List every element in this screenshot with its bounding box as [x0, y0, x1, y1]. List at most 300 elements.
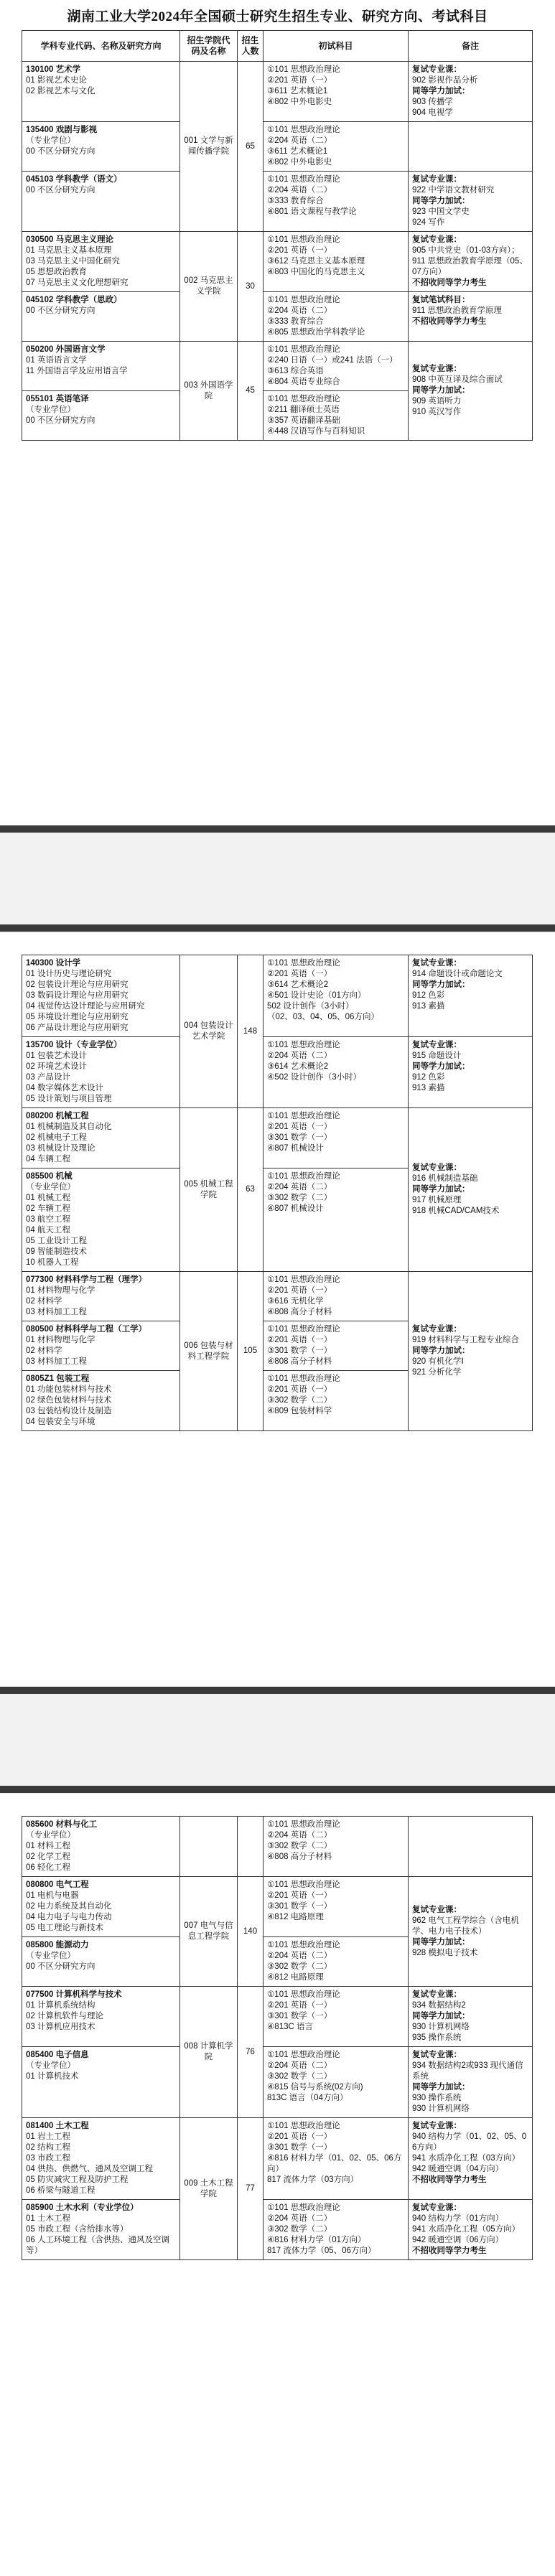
subjects-line: ②204 英语（二） [267, 136, 332, 145]
major-cell [22, 2118, 180, 2200]
enrollment-count-cell: 63 [238, 1108, 263, 1272]
notes-line: 916 机械制造基础 [412, 1174, 478, 1183]
notes-line: 同等学力加试： [412, 2012, 470, 2020]
major-line: 01 英语语言文学 [26, 356, 87, 365]
notes-line: 940 结构力学（01、02、05、06方向） [412, 2132, 527, 2152]
header-school: 招生学院代码及名称 [180, 31, 238, 62]
notes-line: 同等学力加试： [412, 1346, 470, 1355]
major-line: 045103 学科教学（语文） [26, 175, 122, 184]
notes-line: 复试专业课： [412, 2203, 462, 2212]
subjects-cell [263, 1168, 409, 1272]
major-line: 03 马克思主义中国化研究 [26, 257, 120, 266]
table-row [22, 1037, 533, 1108]
subjects-line: ③611 艺术概论1 [267, 87, 328, 95]
notes-line: 910 英汉写作 [412, 408, 462, 416]
subjects-line: ①101 思想政治理论 [267, 1990, 340, 1999]
notes-line: 不招收同等学力考生 [412, 2175, 487, 2184]
subjects-cell [263, 342, 409, 391]
table-row [22, 1108, 533, 1168]
major-line: 050200 外国语言文学 [26, 345, 106, 354]
notes-line: 922 中学语文教材研究 [412, 186, 495, 195]
header-count: 招生人数 [238, 31, 263, 62]
major-line: 00 不区分研究方向 [26, 147, 95, 156]
notes-line: 923 中国文学史 [412, 207, 470, 216]
subjects-line: ①101 思想政治理论 [267, 1275, 340, 1284]
table-row [22, 2200, 533, 2260]
notes-line: 914 命题设计或命题论文 [412, 970, 503, 978]
notes-line: 928 模拟电子技术 [412, 1948, 478, 1957]
subjects-line: ④802 中外电影史 [267, 98, 332, 106]
subjects-line: ①101 思想政治理论 [267, 1041, 340, 1049]
major-line: 03 包装结构设计及制造 [26, 1407, 112, 1415]
notes-line: 917 机械原理 [412, 1196, 462, 1204]
major-line: 02 化学工程 [26, 1853, 70, 1861]
notes-line: 912 色彩 [412, 1073, 445, 1082]
subjects-line: ②204 英语（二） [267, 1052, 332, 1060]
school-cell: 005 机械工程学院 [180, 1108, 238, 1272]
subjects-cell [263, 1321, 409, 1371]
subjects-cell [263, 1272, 409, 1321]
notes-line: 复试专业课： [412, 1041, 462, 1049]
notes-line: 911 思想政治教育学原理（05、07方向） [412, 257, 528, 276]
notes-cell [409, 292, 533, 342]
major-line: 135400 戏剧与影视 [26, 126, 98, 134]
major-line: 01 包装艺术设计 [26, 1052, 87, 1060]
major-line: 05 防灾减灾工程及防护工程 [26, 2175, 129, 2184]
subjects-line: ④813C 语言 [267, 2023, 313, 2031]
notes-line: 935 操作系统 [412, 2033, 462, 2042]
subjects-cell [263, 1817, 409, 1877]
header-major: 学科专业代码、名称及研究方向 [22, 31, 180, 62]
subjects-line: ①101 思想政治理论 [267, 1881, 340, 1889]
school-cell: 001 文学与新闻传播学院 [180, 62, 238, 232]
subjects-line: 813C 语言（04方向） [267, 2094, 348, 2102]
major-line: 04 航天工程 [26, 1226, 70, 1235]
notes-line: 复试专业课： [412, 1905, 462, 1914]
notes-cell [409, 2200, 533, 2260]
subjects-line: ①101 思想政治理论 [267, 1172, 340, 1181]
major-line: 00 不区分研究方向 [26, 186, 95, 195]
major-line: 02 电力系统及其自动化 [26, 1902, 112, 1911]
major-cell [22, 1037, 180, 1108]
major-cell [22, 1108, 180, 1168]
notes-line: 915 命题设计 [412, 1052, 462, 1060]
notes-line: 复试专业课： [412, 1163, 462, 1172]
subjects-line: ①101 思想政治理论 [267, 235, 340, 244]
school-cell: 007 电气与信息工程学院 [180, 1877, 238, 1987]
notes-line: 942 暖通空调（04方向） [412, 2165, 504, 2173]
major-line: 03 产品设计 [26, 1073, 70, 1082]
school-cell: 009 土木工程学院 [180, 2118, 238, 2260]
subjects-cell [263, 1987, 409, 2047]
major-line: 02 结构工程 [26, 2143, 70, 2152]
subjects-line: ②201 英语（一） [267, 1286, 332, 1295]
subjects-line: ①101 思想政治理论 [267, 1325, 340, 1334]
notes-cell [409, 1877, 533, 1987]
notes-line: 复试专业课： [412, 1325, 462, 1334]
major-cell [22, 1937, 180, 1987]
notes-line: 904 电视学 [412, 108, 453, 117]
major-line: 030500 马克思主义理论 [26, 235, 114, 244]
major-line: 085500 机械 [26, 1172, 73, 1181]
page3-table [22, 1816, 533, 2260]
enrollment-count-cell [238, 1817, 263, 1877]
subjects-line: ③301 数学（一） [267, 2143, 332, 2152]
major-cell [22, 172, 180, 232]
subjects-line: ②201 英语（一） [267, 76, 332, 85]
notes-line: 903 传播学 [412, 98, 453, 106]
major-line: 03 机械设计及理论 [26, 1144, 95, 1153]
subjects-line: ④808 高分子材料 [267, 1308, 332, 1316]
major-line: 09 智能制造技术 [26, 1247, 87, 1256]
major-line: 03 航空工程 [26, 1215, 70, 1224]
major-line: 04 包装安全与环境 [26, 1418, 95, 1426]
major-line: 135700 设计（专业学位） [26, 1041, 122, 1049]
subjects-line: ④803 中国化的马克思主义 [267, 268, 365, 276]
major-line: 085900 土木水利（专业学位） [26, 2203, 139, 2212]
subjects-cell [263, 2047, 409, 2118]
major-line: 077300 材料科学与工程（理学） [26, 1275, 147, 1284]
subjects-line: ④812 电路原理 [267, 1973, 324, 1982]
table-row [22, 2047, 533, 2118]
subjects-cell [263, 1877, 409, 1937]
subjects-line: ④816 材料力学（01、02、05、06方向） [267, 2154, 402, 2173]
subjects-line: ②201 英语（一） [267, 1123, 332, 1131]
notes-line: 902 影视作品分析 [412, 76, 478, 85]
notes-line: 复试专业课： [412, 2122, 462, 2130]
table-row [22, 122, 533, 172]
major-line: 01 材料工程 [26, 1842, 70, 1850]
notes-line: 934 数据结构2或933 现代通信系统 [412, 2061, 523, 2081]
major-line: 04 供热、供燃气、通风及空调工程 [26, 2165, 153, 2173]
notes-cell [409, 1037, 533, 1108]
subjects-line: ②204 英语（二） [267, 1952, 332, 1960]
major-cell [22, 1321, 180, 1371]
notes-line: 同等学力加试： [412, 2083, 470, 2092]
subjects-cell [263, 1037, 409, 1108]
major-cell [22, 2047, 180, 2118]
table-row [22, 1987, 533, 2047]
major-line: 01 影视艺术史论 [26, 76, 87, 85]
subjects-line: ③614 艺术概论2 [267, 980, 329, 989]
subjects-line: ①101 思想政治理论 [267, 296, 340, 304]
major-cell [22, 955, 180, 1037]
table-row [22, 172, 533, 232]
subjects-line: ②201 英语（一） [267, 2001, 332, 2010]
major-cell [22, 62, 180, 122]
major-line: 080800 电气工程 [26, 1881, 89, 1889]
major-line: 05 设计策划与项目管理 [26, 1095, 112, 1103]
enrollment-count-cell: 140 [238, 1877, 263, 1987]
notes-line: 复试专业课： [412, 959, 462, 968]
major-line: 02 环境艺术设计 [26, 1062, 87, 1071]
major-line: （专业学位） [26, 1831, 75, 1840]
notes-line: 921 分析化学 [412, 1368, 462, 1377]
major-line: （专业学位） [26, 406, 75, 414]
school-cell: 008 计算机学院 [180, 1987, 238, 2118]
notes-line: 941 水质净化工程（05方向） [412, 2225, 521, 2234]
subjects-line: ④807 机械设计 [267, 1204, 324, 1213]
enrollment-count-cell: 76 [238, 1987, 263, 2118]
notes-line: 912 色彩 [412, 991, 445, 1000]
school-cell: 004 包装设计艺术学院 [180, 955, 238, 1108]
major-line: 01 功能包装材料与技术 [26, 1385, 112, 1394]
subjects-line: ②204 英语（二） [267, 1831, 332, 1840]
enrollment-count-cell: 148 [238, 955, 263, 1108]
subjects-line: ②201 英语（一） [267, 1891, 332, 1900]
notes-cell [409, 2118, 533, 2200]
notes-cell [409, 955, 533, 1037]
major-cell [22, 232, 180, 292]
subjects-cell [263, 391, 409, 441]
subjects-line: ①101 思想政治理论 [267, 1820, 340, 1829]
subjects-line: ③302 数学（二） [267, 2225, 332, 2234]
major-line: 085800 能源动力 [26, 1941, 89, 1949]
notes-cell [409, 232, 533, 292]
subjects-line: ②204 英语（二） [267, 186, 332, 195]
enrollment-count-cell: 45 [238, 342, 263, 441]
notes-line: 913 素描 [412, 1084, 445, 1092]
table-row [22, 342, 533, 391]
notes-line: 不招收同等学力考生 [412, 317, 487, 326]
subjects-line: 817 流体力学（05、06方向） [267, 2247, 376, 2255]
major-line: 03 材料加工工程 [26, 1308, 87, 1316]
subjects-line: ②204 英语（二） [267, 2214, 332, 2223]
notes-line: 941 水质净化工程（03方向） [412, 2154, 521, 2163]
major-cell [22, 1168, 180, 1272]
subjects-cell [263, 62, 409, 122]
major-line: 06 桥梁与隧道工程 [26, 2186, 95, 2195]
major-line: 01 机械工程 [26, 1194, 70, 1202]
subjects-line: ③302 数学（二） [267, 1396, 332, 1405]
subjects-line: ③357 英语翻译基础 [267, 416, 340, 425]
enrollment-count-cell: 65 [238, 62, 263, 232]
major-line: 085600 材料与化工 [26, 1820, 98, 1829]
major-line: 03 数码设计理论与应用研究 [26, 991, 129, 1000]
table-row [22, 1877, 533, 1937]
subjects-line: （02、03、04、05、06方向） [267, 1013, 379, 1021]
major-line: 05 思想政治教育 [26, 268, 87, 276]
subjects-line: ④448 汉语写作与百科知识 [267, 427, 365, 436]
subjects-line: ①101 思想政治理论 [267, 65, 340, 74]
notes-line: 909 英语听力 [412, 397, 462, 406]
notes-cell [409, 62, 533, 122]
major-line: （专业学位） [26, 1183, 75, 1191]
subjects-line: ①101 思想政治理论 [267, 345, 340, 354]
major-line: 130100 艺术学 [26, 65, 81, 74]
subjects-line: ④816 材料力学（01方向） [267, 2236, 366, 2244]
major-cell [22, 1272, 180, 1321]
major-line: 01 材料物理与化学 [26, 1286, 95, 1295]
major-line: 04 车辆工程 [26, 1155, 70, 1163]
enrollment-count-cell: 105 [238, 1272, 263, 1431]
subjects-line: ③613 综合英语 [267, 367, 324, 375]
subjects-line: ④802 中外电影史 [267, 158, 332, 167]
notes-line: 905 中共党史（01-03方向）； [412, 246, 520, 255]
subjects-line: ①101 思想政治理论 [267, 2122, 340, 2130]
subjects-line: ④808 高分子材料 [267, 1853, 332, 1861]
page-break-1 [0, 825, 555, 933]
notes-line: 930 计算机网络 [412, 2023, 470, 2031]
notes-line: 942 暖通空调（06方向） [412, 2236, 504, 2244]
major-line: 01 计算机系统结构 [26, 2001, 95, 2010]
major-line: 00 不区分研究方向 [26, 416, 95, 425]
major-line: 05 市政工程（含给排水等） [26, 2225, 129, 2234]
subjects-line: ②204 英语（二） [267, 2061, 332, 2070]
subjects-cell [263, 122, 409, 172]
notes-line: 934 数据结构2 [412, 2001, 466, 2010]
notes-line: 924 写作 [412, 218, 445, 227]
notes-line: 918 机械CAD/CAM技术 [412, 1207, 500, 1215]
notes-cell [409, 1108, 533, 1272]
subjects-line: ②240 日语（一）或241 法语（一） [267, 356, 398, 365]
school-cell: 002 马克思主义学院 [180, 232, 238, 342]
header-subjects: 初试科目 [263, 31, 409, 62]
notes-line: 913 素描 [412, 1002, 445, 1011]
subjects-line: ③302 数学（二） [267, 1194, 332, 1202]
major-line: 03 市政工程 [26, 2154, 70, 2163]
subjects-line: ②201 英语（一） [267, 1385, 332, 1394]
major-line: 02 材料学 [26, 1297, 62, 1306]
major-line: 02 包装设计理论与应用研究 [26, 980, 129, 989]
subjects-line: ③614 艺术概论2 [267, 1062, 329, 1071]
notes-line: 911 思想政治教育学原理 [412, 306, 503, 315]
major-line: 03 材料加工工程 [26, 1357, 87, 1366]
notes-line: 复试专业课： [412, 235, 462, 244]
table-row [22, 1817, 533, 1877]
major-line: 02 材料学 [26, 1346, 62, 1355]
major-line: 02 车辆工程 [26, 1204, 70, 1213]
notes-cell [409, 1817, 533, 1877]
notes-line: 同等学力加试： [412, 87, 470, 95]
notes-line: 不招收同等学力考生 [412, 278, 487, 287]
subjects-cell [263, 232, 409, 292]
school-cell: 006 包装与材料工程学院 [180, 1272, 238, 1431]
notes-line: 962 电气工程学综合（含电机学、电力电子技术） [412, 1916, 519, 1936]
school-cell: 003 外国语学院 [180, 342, 238, 441]
major-line: 05 环境设计理论与应用研究 [26, 1013, 129, 1021]
notes-line: 908 中英互译及综合面试 [412, 375, 503, 384]
school-cell [180, 1817, 238, 1877]
document-title: 湖南工业大学2024年全国硕士研究生招生专业、研究方向、考试科目 [67, 9, 488, 24]
major-line: 055101 英语笔译 [26, 395, 89, 403]
subjects-line: ③302 数学（二） [267, 1842, 332, 1850]
notes-line: 930 计算机网络 [412, 2104, 470, 2113]
notes-line: 复试专业课： [412, 175, 462, 184]
subjects-line: ①101 思想政治理论 [267, 2051, 340, 2059]
subjects-line: ①101 思想政治理论 [267, 2203, 340, 2212]
table-row [22, 1272, 533, 1321]
subjects-line: ②204 英语（二） [267, 1183, 332, 1191]
subjects-cell [263, 1108, 409, 1168]
subjects-line: ④805 思想政治学科教学论 [267, 328, 365, 337]
major-cell [22, 122, 180, 172]
major-line: 00 不区分研究方向 [26, 306, 95, 315]
major-line: （专业学位） [26, 136, 75, 145]
table-row [22, 2118, 533, 2200]
subjects-line: ③301 数学（一） [267, 1346, 332, 1355]
major-line: 01 马克思主义基本原理 [26, 246, 112, 255]
subjects-line: ④809 包装材料学 [267, 1407, 332, 1415]
major-line: 01 材料物理与化学 [26, 1336, 95, 1344]
major-line: 04 电力电子与电力传动 [26, 1913, 112, 1921]
subjects-line: ③611 艺术概论1 [267, 147, 328, 156]
notes-line: 同等学力加试： [412, 1937, 470, 1947]
notes-cell [409, 1987, 533, 2047]
subjects-line: ②201 英语（一） [267, 2132, 332, 2141]
header-notes: 备注 [409, 31, 533, 62]
major-line: 077500 计算机科学与技术 [26, 1990, 122, 1999]
subjects-line: ②204 英语（二） [267, 306, 332, 315]
major-line: 01 岩土工程 [26, 2132, 70, 2141]
notes-line: 930 操作系统 [412, 2094, 462, 2102]
major-line: 0805Z1 包装工程 [26, 1374, 90, 1383]
notes-line: 复试笔试科目： [412, 296, 470, 304]
subjects-line: ①101 思想政治理论 [267, 1374, 340, 1383]
subjects-line: ③301 数学（一） [267, 1902, 332, 1911]
subjects-line: ③302 数学（二） [267, 2072, 332, 2081]
table-row [22, 955, 533, 1037]
subjects-line: ④807 机械设计 [267, 1144, 324, 1153]
notes-cell [409, 342, 533, 441]
major-line: 01 机械制造及其自动化 [26, 1123, 112, 1131]
major-line: 02 计算机软件与理论 [26, 2012, 103, 2020]
page1-table [22, 30, 533, 441]
major-line: 02 机械电子工程 [26, 1133, 87, 1142]
major-line: 045102 学科教学（思政） [26, 296, 122, 304]
notes-line: 同等学力加试： [412, 1185, 470, 1194]
notes-cell [409, 2047, 533, 2118]
subjects-line: ①101 思想政治理论 [267, 1112, 340, 1120]
subjects-line: ④804 英语专业综合 [267, 378, 340, 386]
subjects-line: ④501 设计史论（01方向） [267, 991, 366, 1000]
subjects-line: ②201 英语（一） [267, 1336, 332, 1344]
major-line: （专业学位） [26, 1952, 75, 1960]
notes-line: 940 结构力学（01方向） [412, 2214, 504, 2223]
subjects-line: ③301 数学（一） [267, 1133, 332, 1142]
enrollment-count-cell: 30 [238, 232, 263, 342]
major-line: 02 影视艺术与文化 [26, 87, 95, 95]
major-line: 140300 设计学 [26, 959, 81, 968]
table-row [22, 62, 533, 122]
subjects-line: ③612 马克思主义基本原理 [267, 257, 365, 266]
major-line: 080200 机械工程 [26, 1112, 89, 1120]
major-cell [22, 1987, 180, 2047]
subjects-line: ④815 信号与系统(02方向) [267, 2083, 363, 2092]
notes-line: 920 有机化学Ⅰ [412, 1357, 464, 1366]
notes-cell [409, 172, 533, 232]
major-line: 01 计算机技术 [26, 2072, 79, 2081]
subjects-line: 817 流体力学（03方向） [267, 2175, 359, 2184]
major-cell [22, 292, 180, 342]
subjects-line: ③333 教育综合 [267, 197, 324, 205]
subjects-cell [263, 292, 409, 342]
major-line: 01 土木工程 [26, 2214, 70, 2223]
notes-line: 复试专业课： [412, 2051, 462, 2059]
subjects-line: ②201 英语（一） [267, 970, 332, 978]
major-line: 03 计算机应用技术 [26, 2023, 95, 2031]
notes-line: 同等学力加试： [412, 386, 470, 395]
major-line: 05 工业设计工程 [26, 1237, 87, 1245]
major-line: 080500 材料科学与工程（工学） [26, 1325, 147, 1334]
major-line: 04 视觉传达设计理论与应用研究 [26, 1002, 145, 1011]
subjects-line: ①101 思想政治理论 [267, 126, 340, 134]
subjects-line: ④801 语文课程与教学论 [267, 207, 357, 216]
table-header-row [22, 31, 533, 62]
subjects-line: ③302 数学（二） [267, 1962, 332, 1971]
subjects-line: ③616 无机化学 [267, 1297, 324, 1306]
major-line: 02 绿色包装材料与技术 [26, 1396, 112, 1405]
